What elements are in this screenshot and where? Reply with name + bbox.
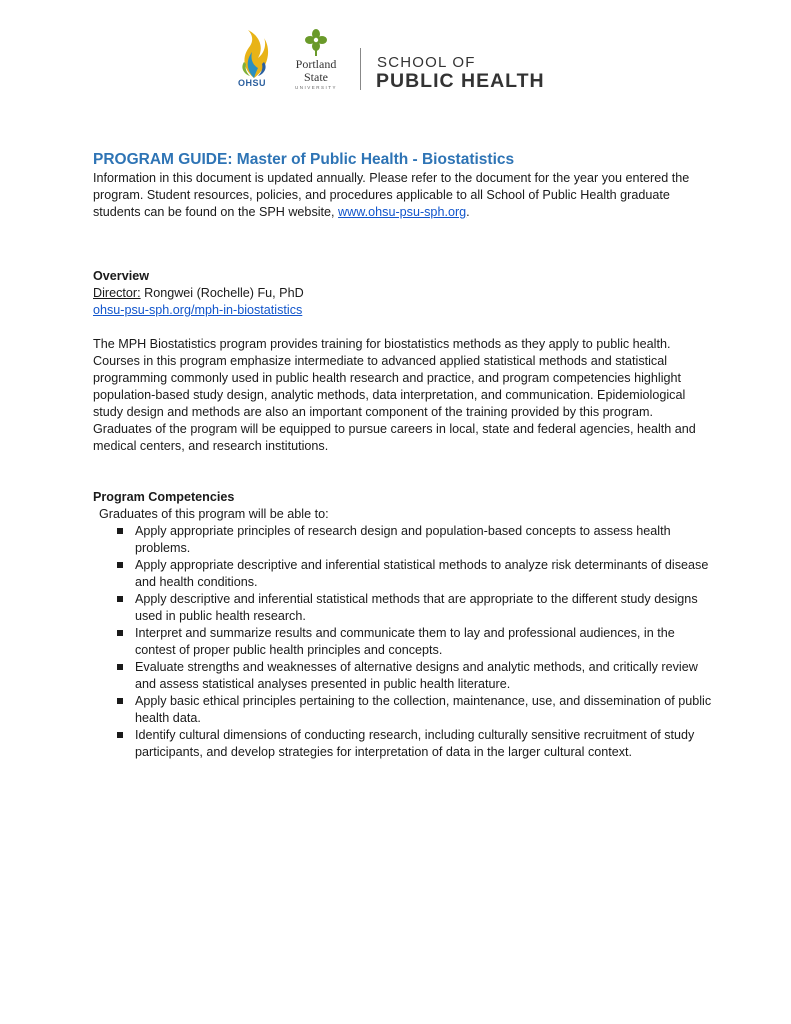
competency-text: Apply appropriate principles of research design and population-based concepts to assess health problems. [135,524,671,555]
document-title: PROGRAM GUIDE: Master of Public Health - Biostatistics [93,151,515,168]
competencies-intro: Graduates of this program will be able to: [99,507,329,521]
square-bullet-icon [117,596,123,602]
psu-logo-line3: UNIVERSITY [294,85,337,90]
psu-logo-line2: State [304,70,328,84]
square-bullet-icon [117,562,123,568]
psu-logo [288,28,344,92]
header-divider [360,48,361,90]
ohsu-flame-icon [236,28,272,80]
psu-leaf-icon [288,28,344,56]
program-description: The MPH Biostatistics program provides training for biostatistics methods as they apply to public health. Courses in this program emphasize intermediate to advanced applied statistical methods and statistical programming commonly used in public health research and practice, and program competencies highlight population-based study design, analytic methods, data interpretation, and communication. Epidemiological study design and methods are also an important component of the training provided by this program. Graduates of the program will be equipped to pursue careers in local, state and federal agencies, health and medical centers, and research institutions. [93,337,696,453]
intro-text: Information in this document is updated annually. Please refer to the document for the year you entered the program. Student resources, policies, and procedures applicable to all School of Public Health graduate students can be found on the SPH website, [93,171,690,219]
psu-logo-line1: Portland [295,57,337,71]
square-bullet-icon [117,528,123,534]
square-bullet-icon [117,732,123,738]
square-bullet-icon [117,664,123,670]
competency-text: Identify cultural dimensions of conducting research, including culturally sensitive recruitment of study participants, and develop strategies for interpretation of data in the larger cultural context. [135,728,695,759]
competency-item [93,523,713,557]
competency-item [93,693,713,727]
competency-item [93,727,713,761]
intro-paragraph [93,170,713,221]
director-line [93,285,713,302]
school-name-line1: SCHOOL OF [377,54,476,71]
competency-text: Evaluate strengths and weaknesses of alternative designs and analytic methods, and critically review and assess statistical analyses presented in public health literature. [135,660,698,691]
competency-text: Apply basic ethical principles pertaining to the collection, maintenance, use, and dissemination of public health data. [135,694,712,725]
competencies-heading: Program Competencies [93,490,235,504]
competency-item [93,659,713,693]
school-name-line2: PUBLIC HEALTH [376,70,545,92]
director-label: Director: [93,286,141,300]
competency-item [93,557,713,591]
sph-website-link[interactable]: www.ohsu-psu-sph.org [338,205,467,219]
square-bullet-icon [117,698,123,704]
ohsu-logo-text: OHSU [237,78,266,88]
competency-item [93,591,713,625]
program-link-line [93,302,713,319]
competency-text: Apply appropriate descriptive and inferential statistical methods to analyze risk determinants of disease and health conditions. [135,558,709,589]
competencies-list [93,523,713,761]
document-body [93,150,713,761]
program-page-link[interactable]: ohsu-psu-sph.org/mph-in-biostatistics [93,303,303,317]
square-bullet-icon [117,630,123,636]
intro-end: . [466,205,470,219]
page-header [232,22,562,94]
overview-heading: Overview [93,269,150,283]
director-name: Rongwei (Rochelle) Fu, PhD [140,286,304,300]
competency-text: Apply descriptive and inferential statistical methods that are appropriate to the different study designs used in public health research. [135,592,698,623]
competency-item [93,625,713,659]
competency-text: Interpret and summarize results and communicate them to lay and professional audiences, in the contest of proper public health principles and concepts. [135,626,675,657]
